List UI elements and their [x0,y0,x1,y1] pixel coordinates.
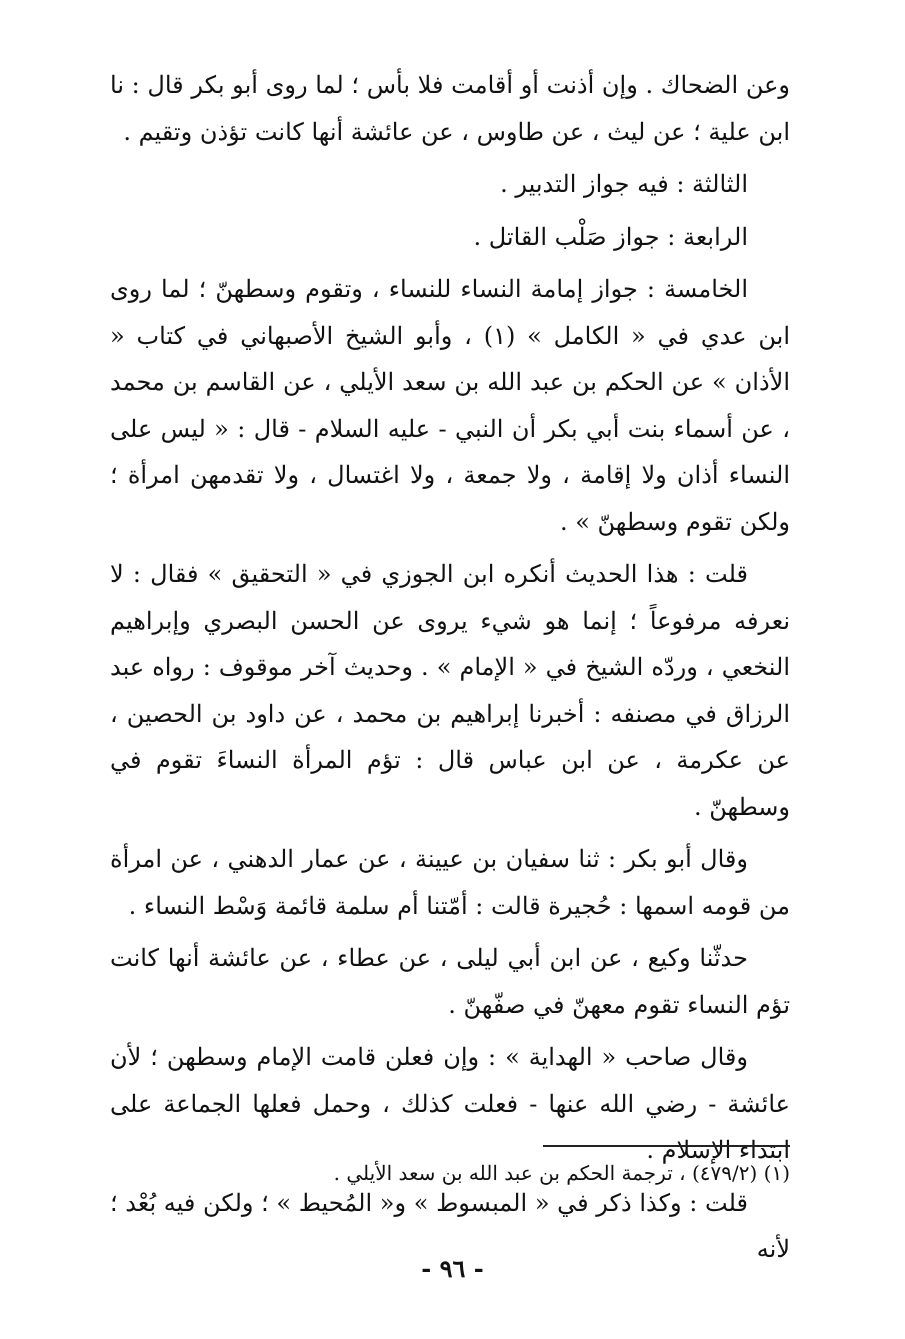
paragraph-dahhak: وعن الضحاك . وإن أذنت أو أقامت فلا بأس ؛ لما روى أبو بكر قال : نا ابن علية ؛ عن ليث ، عن طاوس ، عن عائشة أنها كانت تؤذن وتقيم . [110,71,790,146]
paragraph-hidaya: وقال صاحب « الهداية » : وإن فعلن قامت الإمام وسطهن ؛ لأن عائشة - رضي الله عنها - فعلت كذلك ، وحمل فعلها الجماعة على ابتداء الإسلام . [110,1043,790,1164]
paragraph-waki: حدثّنا وكيع ، عن ابن أبي ليلى ، عن عطاء ، عن عائشة أنها كانت تؤم النساء تقوم معهنّ في صفّهنّ . [110,944,790,1019]
page-number: - ٩٦ - [421,1254,484,1283]
main-text [110,62,790,1279]
paragraph-mabsut: قلت : وكذا ذكر في « المبسوط » و« المُحيط » ؛ ولكن فيه بُعْد ؛ لأنه [110,1188,790,1263]
paragraph-abu-bakr: وقال أبو بكر : ثنا سفيان بن عيينة ، عن عمار الدهني ، عن امرأة من قومه اسمها : حُجيرة قالت : أمّتنا أم سلمة قائمة وَسْط النساء . [110,845,790,920]
paragraph-fourth: الرابعة : جواز صَلْب القاتل . [473,222,748,251]
paragraph-third: الثالثة : فيه جواز التدبير . [500,170,748,198]
footnote-divider [543,1145,790,1147]
paragraph-ibn-jawzi: قلت : هذا الحديث أنكره ابن الجوزي في « التحقيق » فقال : لا نعرفه مرفوعاً ؛ إنما هو شيء يروى عن الحسن البصري وإبراهيم النخعي ، وردّه الشيخ في « الإمام » . وحديث آخر موقوف : رواه عبد الرزاق في مصنفه : أخبرنا إبراهيم بن محمد ، عن داود بن الحصين ، عن عكرمة ، عن ابن عباس قال : تؤم المرأة النساءَ تقوم في وسطهنّ . [110,560,790,821]
paragraph-fifth: الخامسة : جواز إمامة النساء للنساء ، وتقوم وسطهنّ ؛ لما روى ابن عدي في « الكامل » (١) ، وأبو الشيخ الأصبهاني في كتاب « الأذان » عن الحكم بن عبد الله بن سعد الأيلي ، عن القاسم بن محمد ، عن أسماء بنت أبي بكر أن النبي - عليه السلام - قال : « ليس على النساء أذان ولا إقامة ، ولا جمعة ، ولا اغتسال ، ولا تقدمهن امرأة ؛ ولكن تقوم وسطهنّ » . [110,275,790,536]
footnote: (١) (٤٧٩/٢) ، ترجمة الحكم بن عبد الله بن سعد الأيلي . [333,1161,790,1185]
